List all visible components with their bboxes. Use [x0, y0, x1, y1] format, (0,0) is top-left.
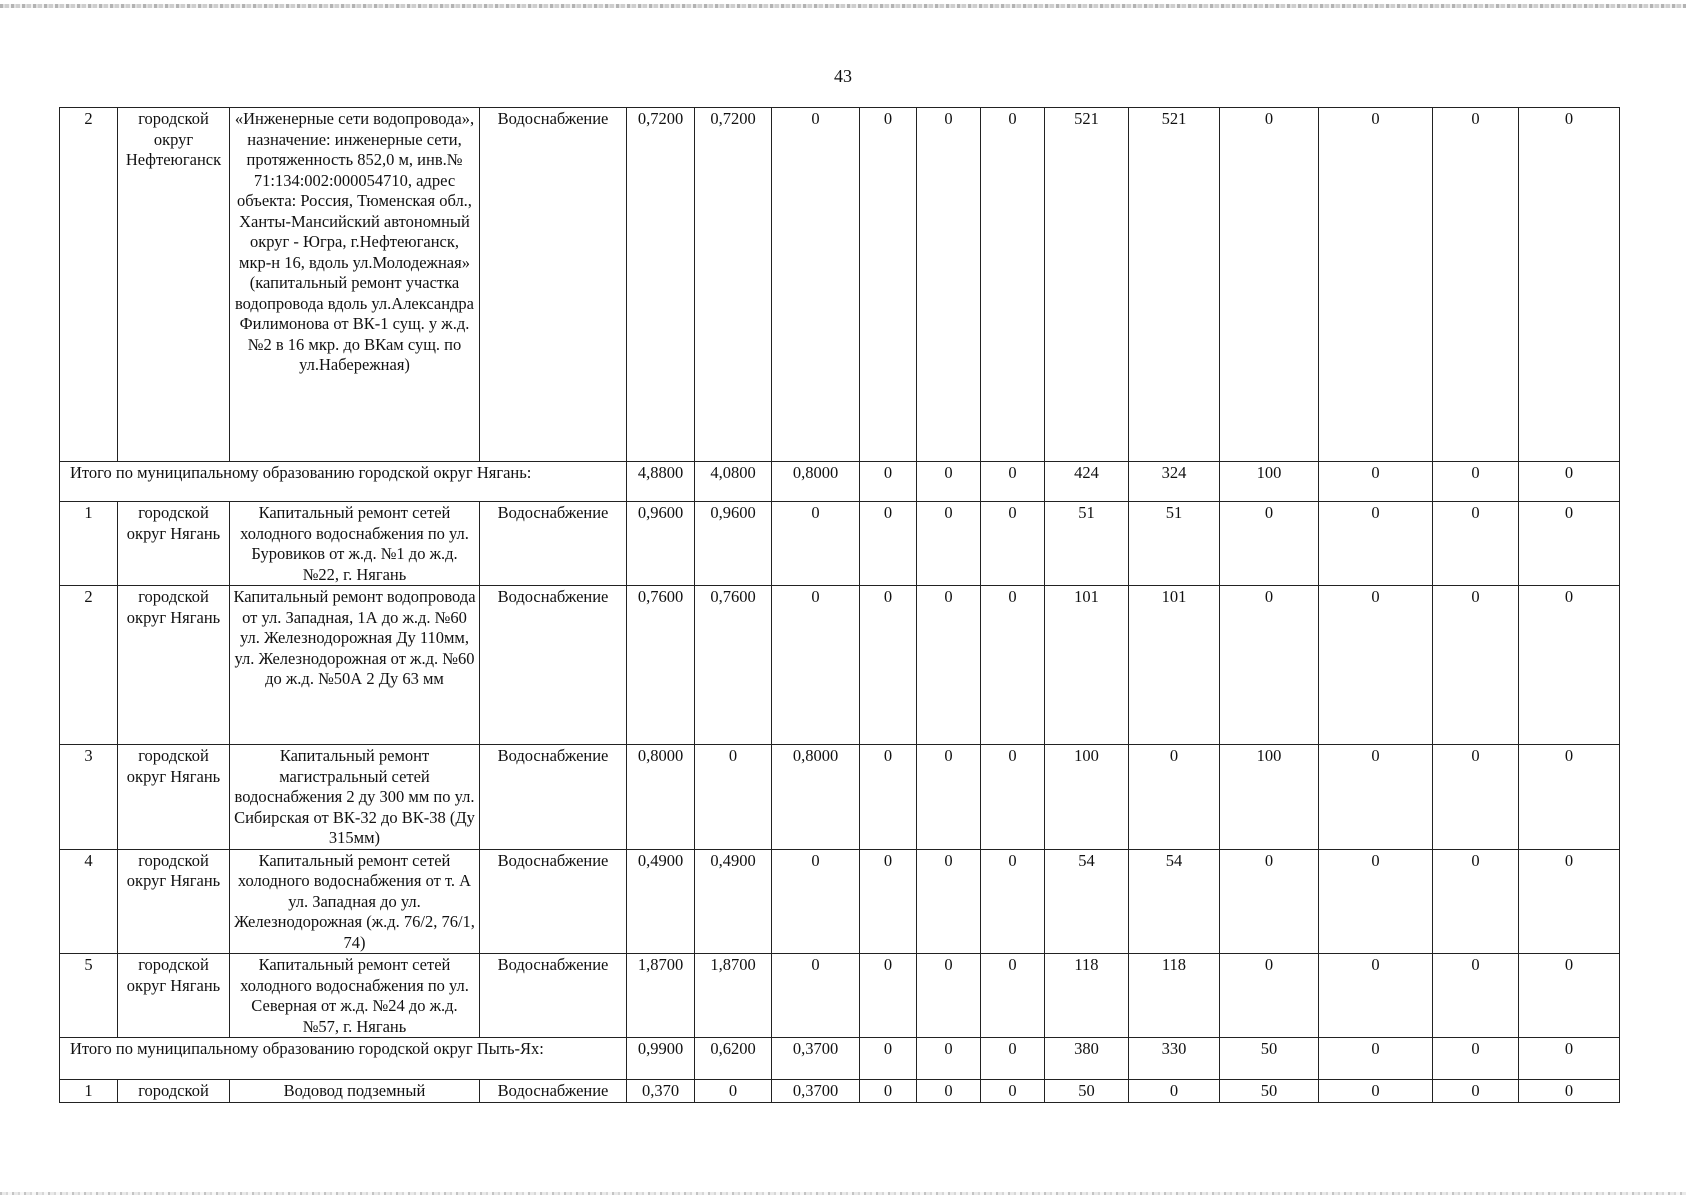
value-cell: 0 [981, 954, 1045, 1038]
table-row [60, 502, 1620, 586]
object-description-cell: «Инженерные сети водопровода», назначение: инженерные сети, протяженность 852,0 м, инв.№ 71:134:002:000054710, адрес объекта: Россия, Тюменская обл., Ханты-Мансийский автономный округ - Югра, г.Нефтеюганск, мкр-н 16, вдоль ул.Молодежная» (капитальный ремонт участка водопровода вдоль ул.Александра Филимонова от ВК-1 сущ. у ж.д.№2 в 16 мкр. до ВКам сущ. по ул.Набережная) [230, 108, 480, 462]
value-cell: 0 [860, 745, 917, 850]
table-row [60, 954, 1620, 1038]
value-cell: 0 [1319, 108, 1433, 462]
value-cell: 1,8700 [695, 954, 772, 1038]
value-cell: 0,7600 [627, 586, 695, 745]
municipality-cell: городской [118, 1080, 230, 1103]
value-cell: 521 [1045, 108, 1129, 462]
value-cell: 521 [1129, 108, 1220, 462]
row-number-cell: 2 [60, 108, 118, 462]
value-cell: 54 [1045, 849, 1129, 954]
object-description-cell: Капитальный ремонт водопровода от ул. Западная, 1А до ж.д. №60 ул. Железнодорожная Ду 110мм, ул. Железнодорожная от ж.д. №60 до ж.д. №50А 2 Ду 63 мм [230, 586, 480, 745]
value-cell: 0,8000 [627, 745, 695, 850]
value-cell: 0,9900 [627, 1038, 695, 1080]
value-cell: 0 [1519, 502, 1620, 586]
value-cell: 0 [860, 1038, 917, 1080]
value-cell: 0 [772, 849, 860, 954]
value-cell: 0 [860, 108, 917, 462]
value-cell: 0 [1319, 745, 1433, 850]
table-row [60, 849, 1620, 954]
scan-edge-bottom [0, 1192, 1686, 1195]
value-cell: 100 [1220, 462, 1319, 502]
value-cell: 324 [1129, 462, 1220, 502]
value-cell: 0 [772, 502, 860, 586]
row-number-cell: 5 [60, 954, 118, 1038]
value-cell: 0 [1433, 108, 1519, 462]
value-cell: 0 [772, 108, 860, 462]
value-cell: 0 [1519, 462, 1620, 502]
value-cell: 0,4900 [627, 849, 695, 954]
table-body [60, 108, 1620, 1103]
value-cell: 424 [1045, 462, 1129, 502]
value-cell: 0 [981, 745, 1045, 850]
value-cell: 0 [1220, 849, 1319, 954]
value-cell: 0 [1220, 954, 1319, 1038]
value-cell: 0 [1319, 586, 1433, 745]
value-cell: 0,8000 [772, 745, 860, 850]
supply-type-cell: Водоснабжение [480, 586, 627, 745]
value-cell: 0 [860, 462, 917, 502]
value-cell: 0 [917, 108, 981, 462]
object-description-cell: Капитальный ремонт сетей холодного водоснабжения по ул. Буровиков от ж.д. №1 до ж.д. №22, г. Нягань [230, 502, 480, 586]
value-cell: 50 [1220, 1038, 1319, 1080]
value-cell: 0 [860, 954, 917, 1038]
value-cell: 0,7200 [627, 108, 695, 462]
row-number-cell: 4 [60, 849, 118, 954]
supply-type-cell: Водоснабжение [480, 745, 627, 850]
value-cell: 0,9600 [695, 502, 772, 586]
total-label-cell: Итого по муниципальному образованию городской округ Пыть-Ях: [60, 1038, 627, 1080]
value-cell: 51 [1045, 502, 1129, 586]
value-cell: 0,9600 [627, 502, 695, 586]
value-cell: 100 [1220, 745, 1319, 850]
value-cell: 0 [917, 586, 981, 745]
value-cell: 0 [1129, 1080, 1220, 1103]
value-cell: 0,3700 [772, 1080, 860, 1103]
value-cell: 50 [1045, 1080, 1129, 1103]
value-cell: 0 [917, 849, 981, 954]
value-cell: 0 [1433, 1038, 1519, 1080]
municipality-cell: городской округ Нягань [118, 502, 230, 586]
supply-type-cell: Водоснабжение [480, 849, 627, 954]
value-cell: 0 [981, 462, 1045, 502]
municipality-cell: городской округ Нефтеюганск [118, 108, 230, 462]
value-cell: 0,6200 [695, 1038, 772, 1080]
value-cell: 0 [981, 108, 1045, 462]
value-cell: 0 [1319, 954, 1433, 1038]
value-cell: 4,8800 [627, 462, 695, 502]
value-cell: 0 [1433, 1080, 1519, 1103]
municipality-cell: городской округ Нягань [118, 954, 230, 1038]
value-cell: 0 [695, 1080, 772, 1103]
value-cell: 0 [695, 745, 772, 850]
value-cell: 0 [1519, 1038, 1620, 1080]
value-cell: 0 [917, 745, 981, 850]
supply-type-cell: Водоснабжение [480, 954, 627, 1038]
value-cell: 0 [1319, 502, 1433, 586]
value-cell: 51 [1129, 502, 1220, 586]
value-cell: 0 [860, 586, 917, 745]
value-cell: 101 [1129, 586, 1220, 745]
value-cell: 0 [1220, 586, 1319, 745]
value-cell: 0,3700 [772, 1038, 860, 1080]
value-cell: 0 [860, 502, 917, 586]
table-row [60, 1080, 1620, 1103]
value-cell: 0 [1433, 954, 1519, 1038]
page-number: 43 [834, 66, 852, 86]
value-cell: 0 [1519, 1080, 1620, 1103]
value-cell: 0 [1519, 586, 1620, 745]
object-description-cell: Капитальный ремонт магистральный сетей водоснабжения 2 ду 300 мм по ул. Сибирская от ВК-32 до ВК-38 (Ду 315мм) [230, 745, 480, 850]
supply-type-cell: Водоснабжение [480, 502, 627, 586]
table-row [60, 586, 1620, 745]
supply-type-cell: Водоснабжение [480, 1080, 627, 1103]
value-cell: 0,370 [627, 1080, 695, 1103]
value-cell: 0 [981, 1038, 1045, 1080]
municipality-cell: городской округ Нягань [118, 849, 230, 954]
value-cell: 0 [917, 1080, 981, 1103]
value-cell: 0 [1433, 849, 1519, 954]
value-cell: 100 [1045, 745, 1129, 850]
value-cell: 0,7200 [695, 108, 772, 462]
row-number-cell: 2 [60, 586, 118, 745]
value-cell: 4,0800 [695, 462, 772, 502]
value-cell: 118 [1129, 954, 1220, 1038]
value-cell: 330 [1129, 1038, 1220, 1080]
value-cell: 0 [981, 586, 1045, 745]
scan-edge-top [0, 4, 1686, 8]
total-label-cell: Итого по муниципальному образованию городской округ Нягань: [60, 462, 627, 502]
value-cell: 118 [1045, 954, 1129, 1038]
row-number-cell: 1 [60, 1080, 118, 1103]
data-table [59, 107, 1620, 1103]
value-cell: 0 [917, 502, 981, 586]
value-cell: 50 [1220, 1080, 1319, 1103]
table-row [60, 108, 1620, 462]
value-cell: 0 [1220, 502, 1319, 586]
value-cell: 0,8000 [772, 462, 860, 502]
table-total-row [60, 1038, 1620, 1080]
object-description-cell: Капитальный ремонт сетей холодного водоснабжения по ул. Северная от ж.д. №24 до ж.д. №57, г. Нягань [230, 954, 480, 1038]
value-cell: 0 [917, 1038, 981, 1080]
value-cell: 0 [1433, 502, 1519, 586]
value-cell: 0 [860, 1080, 917, 1103]
value-cell: 101 [1045, 586, 1129, 745]
value-cell: 0 [1129, 745, 1220, 850]
value-cell: 0 [1433, 586, 1519, 745]
value-cell: 0 [1519, 849, 1620, 954]
value-cell: 0 [1433, 745, 1519, 850]
value-cell: 0 [1220, 108, 1319, 462]
value-cell: 0,7600 [695, 586, 772, 745]
value-cell: 0 [1319, 462, 1433, 502]
value-cell: 0 [917, 954, 981, 1038]
value-cell: 54 [1129, 849, 1220, 954]
value-cell: 0 [1319, 849, 1433, 954]
value-cell: 0 [1319, 1038, 1433, 1080]
value-cell: 0 [1519, 745, 1620, 850]
value-cell: 0 [1519, 108, 1620, 462]
object-description-cell: Капитальный ремонт сетей холодного водоснабжения от т. А ул. Западная до ул. Железнодорожная (ж.д. 76/2, 76/1, 74) [230, 849, 480, 954]
value-cell: 380 [1045, 1038, 1129, 1080]
value-cell: 0 [1433, 462, 1519, 502]
value-cell: 0 [772, 954, 860, 1038]
row-number-cell: 3 [60, 745, 118, 850]
table-total-row [60, 462, 1620, 502]
value-cell: 0 [981, 502, 1045, 586]
value-cell: 0 [1519, 954, 1620, 1038]
value-cell: 0 [981, 849, 1045, 954]
value-cell: 0 [772, 586, 860, 745]
value-cell: 0 [1319, 1080, 1433, 1103]
value-cell: 0,4900 [695, 849, 772, 954]
object-description-cell: Водовод подземный [230, 1080, 480, 1103]
municipality-cell: городской округ Нягань [118, 586, 230, 745]
supply-type-cell: Водоснабжение [480, 108, 627, 462]
row-number-cell: 1 [60, 502, 118, 586]
value-cell: 0 [917, 462, 981, 502]
value-cell: 0 [981, 1080, 1045, 1103]
municipality-cell: городской округ Нягань [118, 745, 230, 850]
value-cell: 0 [860, 849, 917, 954]
value-cell: 1,8700 [627, 954, 695, 1038]
table-row [60, 745, 1620, 850]
